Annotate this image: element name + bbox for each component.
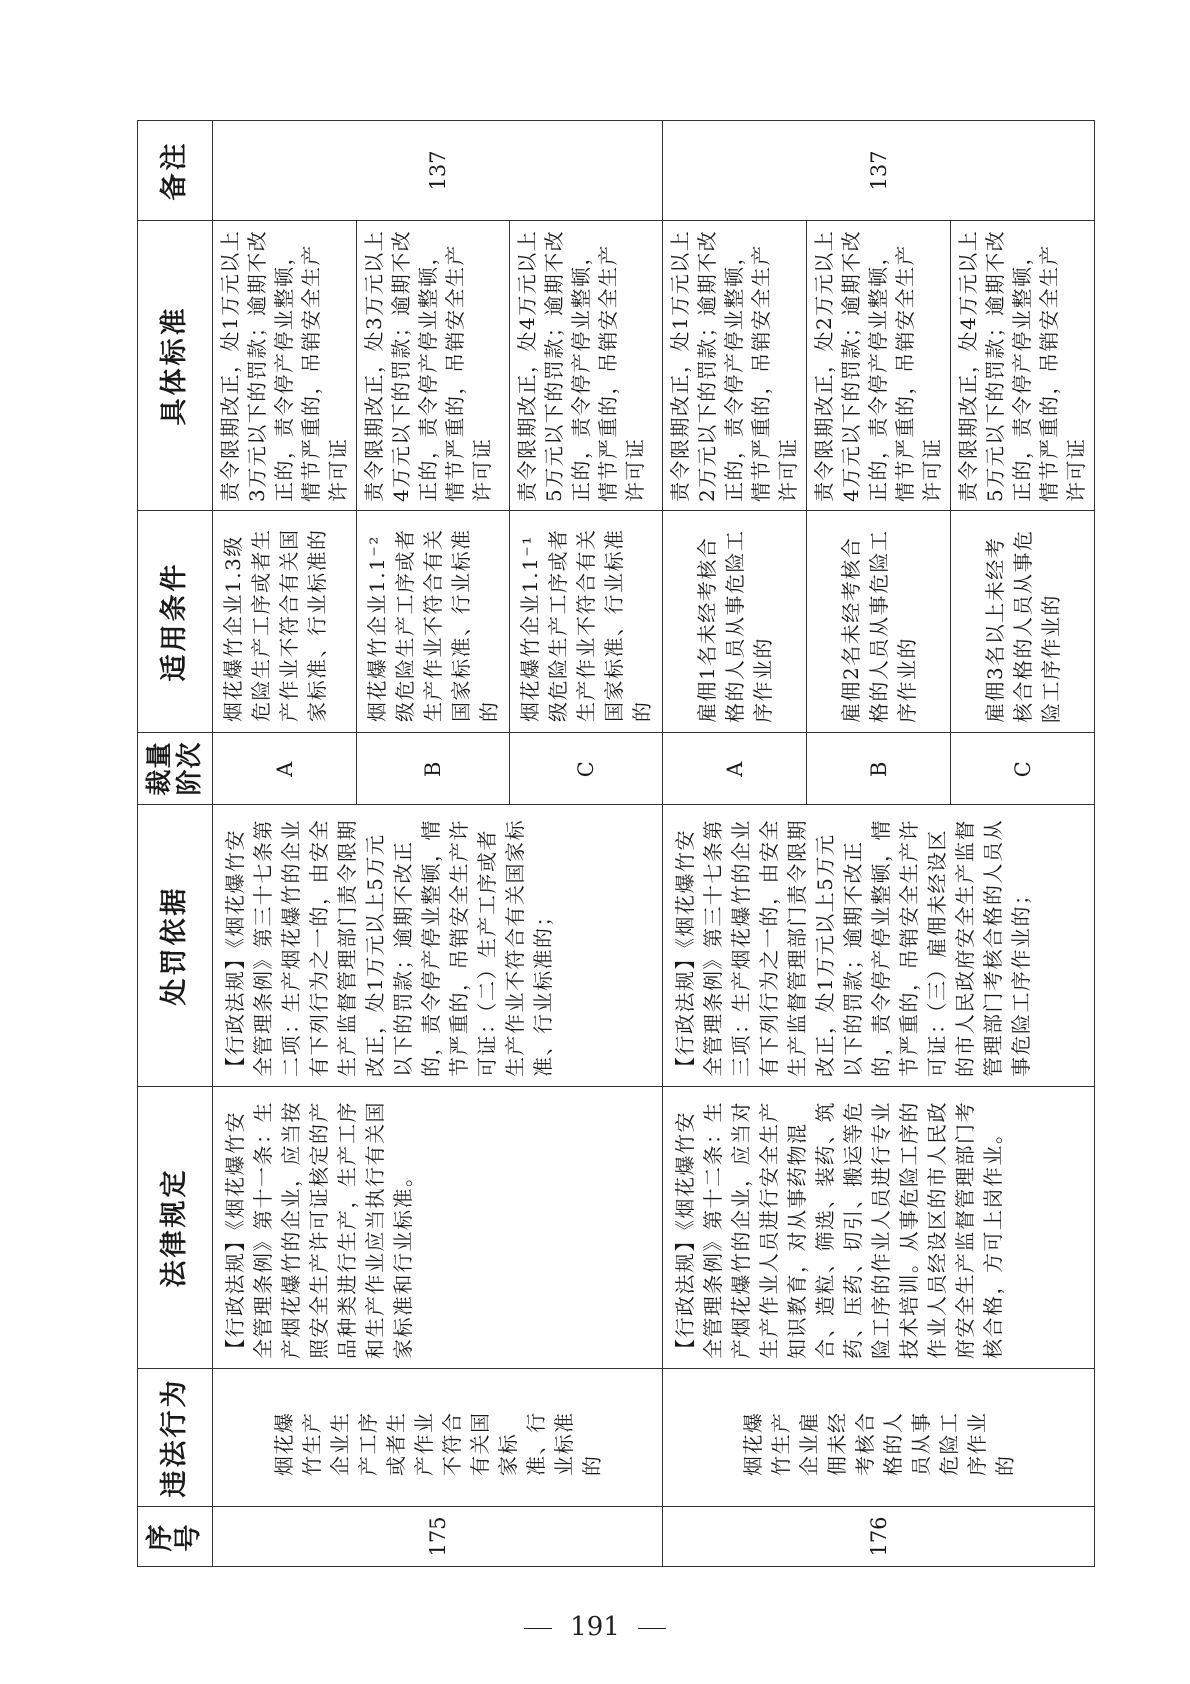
standard-cell: 责令限期改正，处3万元以上4万元以下的罚款；逾期不改正的，责令停产停业整顿，情节严重的，吊销安全生产许可证 <box>357 221 510 511</box>
header-std: 具体标准 <box>138 221 213 511</box>
header-act: 违法行为 <box>138 1369 213 1507</box>
standard-cell: 责令限期改正，处2万元以上4万元以下的罚款；逾期不改正的，责令停产停业整顿，情节严重的，吊销安全生产许可证 <box>807 221 951 511</box>
level-cell: C <box>510 733 663 805</box>
note-cell: 137 <box>213 121 663 221</box>
seq-cell: 176 <box>663 1507 1095 1567</box>
page-number <box>0 1612 1190 1642</box>
condition-cell: 雇佣1名未经考核合格的人员从事危险工序作业的 <box>663 511 807 733</box>
standard-cell: 责令限期改正，处4万元以上5万元以下的罚款；逾期不改正的，责令停产停业整顿，情节严重的，吊销安全生产许可证 <box>951 221 1095 511</box>
header-row <box>138 121 213 1567</box>
header-basis: 处罚依据 <box>138 805 213 1087</box>
level-cell: A <box>213 733 357 805</box>
level-cell: B <box>357 733 510 805</box>
header-law: 法律规定 <box>138 1087 213 1369</box>
level-cell: B <box>807 733 951 805</box>
level-cell: C <box>951 733 1095 805</box>
note-cell: 137 <box>663 121 1095 221</box>
condition-cell: 烟花爆竹企业1.1⁻²级危险生产工序或者生产作业不符合有关国家标准、行业标准的 <box>357 511 510 733</box>
violation-cell: 烟花爆竹生产企业雇佣未经考核合格的人员从事危险工序作业的 <box>663 1369 1095 1507</box>
page-number-text: 191 <box>570 1612 620 1642</box>
header-note: 备注 <box>138 121 213 221</box>
condition-cell: 雇佣2名未经考核合格的人员从事危险工序作业的 <box>807 511 951 733</box>
standard-cell: 责令限期改正，处1万元以上3万元以下的罚款；逾期不改正的，责令停产停业整顿，情节严重的，吊销安全生产许可证 <box>213 221 357 511</box>
dash-right <box>638 1628 666 1629</box>
table-row-175-a <box>213 121 357 1567</box>
standard-cell: 责令限期改正，处4万元以上5万元以下的罚款；逾期不改正的，责令停产停业整顿，情节严重的，吊销安全生产许可证 <box>510 221 663 511</box>
condition-cell: 雇佣3名以上未经考核合格的人员从事危险工序作业的 <box>951 511 1095 733</box>
penalty-basis-cell: 【行政法规】《烟花爆竹安全管理条例》第三十七条第三项：生产烟花爆竹的企业有下列行为之一的，由安全生产监督管理部门责令限期改正，处1万元以上5万元以下的罚款；逾期不改正的，责令停产停业整顿，情节严重的，吊销安全生产许可证：（三）雇佣未经设区的市人民政府安全生产监督管理部门考核合格的人员从事危险工序作业的； <box>663 805 1095 1087</box>
violation-cell: 烟花爆竹生产企业生产工序或者生产作业不符合有关国家标准、行业标准的 <box>213 1369 663 1507</box>
dash-left <box>524 1628 552 1629</box>
header-cond: 适用条件 <box>138 511 213 733</box>
law-provision-cell: 【行政法规】《烟花爆竹安全管理条例》第十二条：生产烟花爆竹的企业，应当对生产作业人员进行安全生产知识教育，对从事药物混合、造粒、筛选、装药、筑药、压药、切引、搬运等危险工序的作业人员进行专业技术培训。从事危险工序的作业人员经设区的市人民政府安全生产监督管理部门考核合格，方可上岗作业。 <box>663 1087 1095 1369</box>
penalty-basis-cell: 【行政法规】《烟花爆竹安全管理条例》第三十七条第二项：生产烟花爆竹的企业有下列行为之一的，由安全生产监督管理部门责令限期改正，处1万元以上5万元以下的罚款；逾期不改正的，责令停产停业整顿，情节严重的，吊销安全生产许可证：（二）生产工序或者生产作业不符合有关国家标准、行业标准的； <box>213 805 663 1087</box>
standard-cell: 责令限期改正，处1万元以上2万元以下的罚款；逾期不改正的，责令停产停业整顿，情节严重的，吊销安全生产许可证 <box>663 221 807 511</box>
rotated-table-container <box>137 121 1088 1567</box>
table-row-176-a <box>663 121 807 1567</box>
seq-cell: 175 <box>213 1507 663 1567</box>
law-provision-cell: 【行政法规】《烟花爆竹安全管理条例》第十一条：生产烟花爆竹的企业，应当按照安全生产许可证核定的产品种类进行生产，生产工序和生产作业应当执行有关国家标准和行业标准。 <box>213 1087 663 1369</box>
level-cell: A <box>663 733 807 805</box>
penalty-discretion-table <box>137 120 1095 1567</box>
condition-cell: 烟花爆竹企业1.1⁻¹级危险生产工序或者生产作业不符合有关国家标准、行业标准的 <box>510 511 663 733</box>
condition-cell: 烟花爆竹企业1.3级危险生产工序或者生产作业不符合有关国家标准、行业标准的 <box>213 511 357 733</box>
header-seq: 序号 <box>138 1507 213 1567</box>
header-level: 裁量阶次 <box>138 733 213 805</box>
